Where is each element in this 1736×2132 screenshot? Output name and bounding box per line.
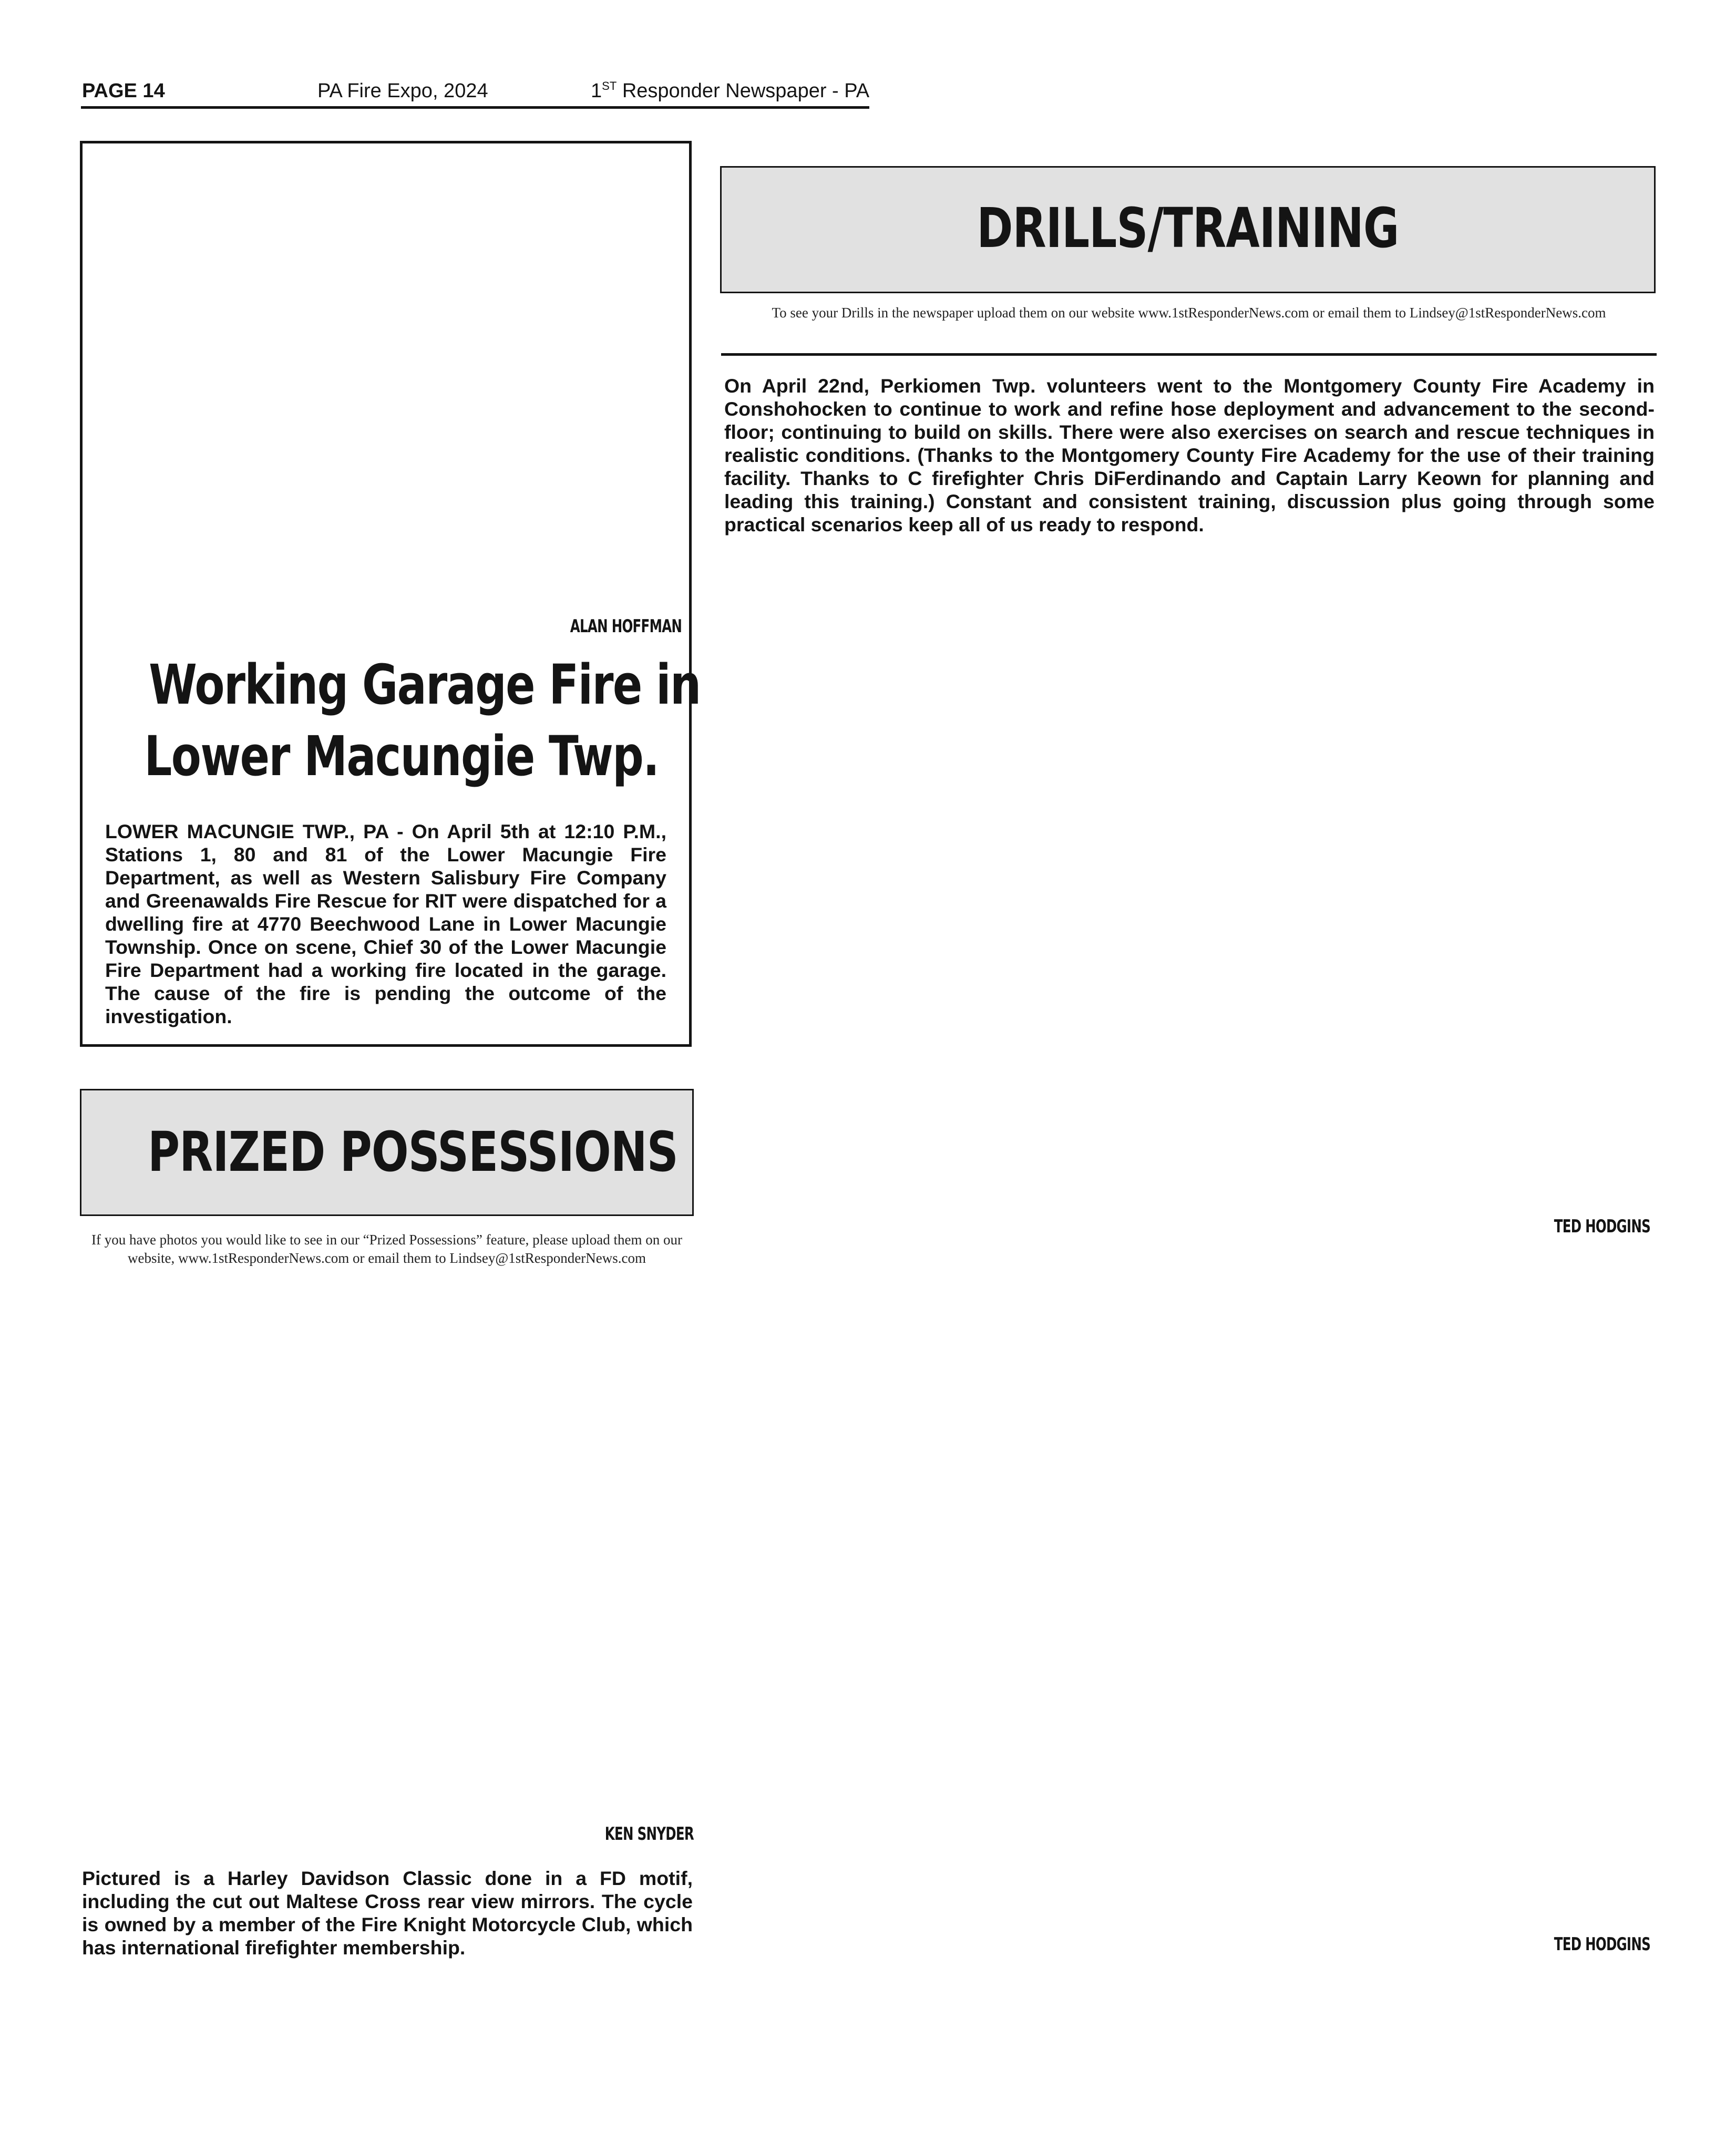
header-rule [81, 106, 869, 109]
garage-fire-headline-line-2 [80, 721, 692, 791]
newspaper-name-superscript: ST [602, 79, 617, 92]
photo-credit-ted-hodgins-2: TED HODGINS [1554, 1934, 1650, 1955]
drills-training-title-text: DRILLS/TRAINING [977, 196, 1399, 260]
headline-text-1: Working Garage Fire in [149, 653, 701, 717]
harley-davidson-caption: Pictured is a Harley Davidson Classic done in a FD motif, including the cut out Maltese Cross rear view mirrors. The cycle is owned by a member of the Fire Knight Motorcycle Club, which has international firefighter membership. [82, 1867, 693, 1959]
prized-possessions-title-text: PRIZED POSSESSIONS [148, 1120, 678, 1184]
garage-fire-headline-line-1 [80, 650, 701, 720]
drills-training-banner [720, 166, 1656, 293]
prized-possessions-banner [80, 1089, 694, 1216]
drills-training-body: On April 22nd, Perkiomen Twp. volunteers went to the Montgomery County Fire Academy in Conshohocken to continue to work and refine hose deployment and advancement to the second-floor; continuing to build on skills. There were also exercises on search and rescue techniques in realistic conditions. (Thanks to the Montgomery County Fire Academy for the use of their training facility. Thanks to C firefighter Chris DiFerdinando and Captain Larry Keown for planning and leading this training.) Constant and consistent training, discussion plus going through some practical scenarios keep all of us ready to respond. [724, 375, 1655, 535]
newspaper-name [591, 79, 869, 103]
photo-credit-ken-snyder: KEN SNYDER [604, 1824, 694, 1845]
prized-possessions-title [81, 1120, 692, 1184]
garage-fire-body: LOWER MACUNGIE TWP., PA - On April 5th at 12:10 P.M., Stations 1, 80 and 81 of the Lower Macungie Fire Department, as well as Western Salisbury Fire Company and Greenawalds Fire Rescue for RIT were dispatched for a dwelling fire at 4770 Beechwood Lane in Lower Macungie Township. Once on scene, Chief 30 of the Lower Macungie Fire Department had a working fire located in the garage. The cause of the fire is pending the outcome of the investigation. [105, 820, 666, 1027]
headline-text-2: Lower Macungie Twp. [144, 724, 659, 788]
drills-submission-note: To see your Drills in the newspaper upload them on our website www.1stResponderNews.com or email them to Lindsey@1stResponderNews.com [772, 305, 1606, 321]
newspaper-name-prefix: 1 [591, 80, 602, 102]
newspaper-name-suffix: Responder Newspaper - PA [617, 80, 870, 102]
prized-possessions-note: If you have photos you would like to see in our “Prized Possessions” feature, please upload them on our website, www.1stResponderNews.com or email them to Lindsey@1stResponderNews.com [91, 1232, 682, 1266]
photo-credit-ted-hodgins-1: TED HODGINS [1554, 1216, 1650, 1237]
drills-rule [721, 353, 1657, 356]
publication-issue: PA Fire Expo, 2024 [317, 80, 488, 102]
photo-credit-alan-hoffman: ALAN HOFFMAN [570, 616, 682, 637]
page-number: PAGE 14 [82, 80, 165, 102]
drills-training-title [722, 196, 1654, 260]
